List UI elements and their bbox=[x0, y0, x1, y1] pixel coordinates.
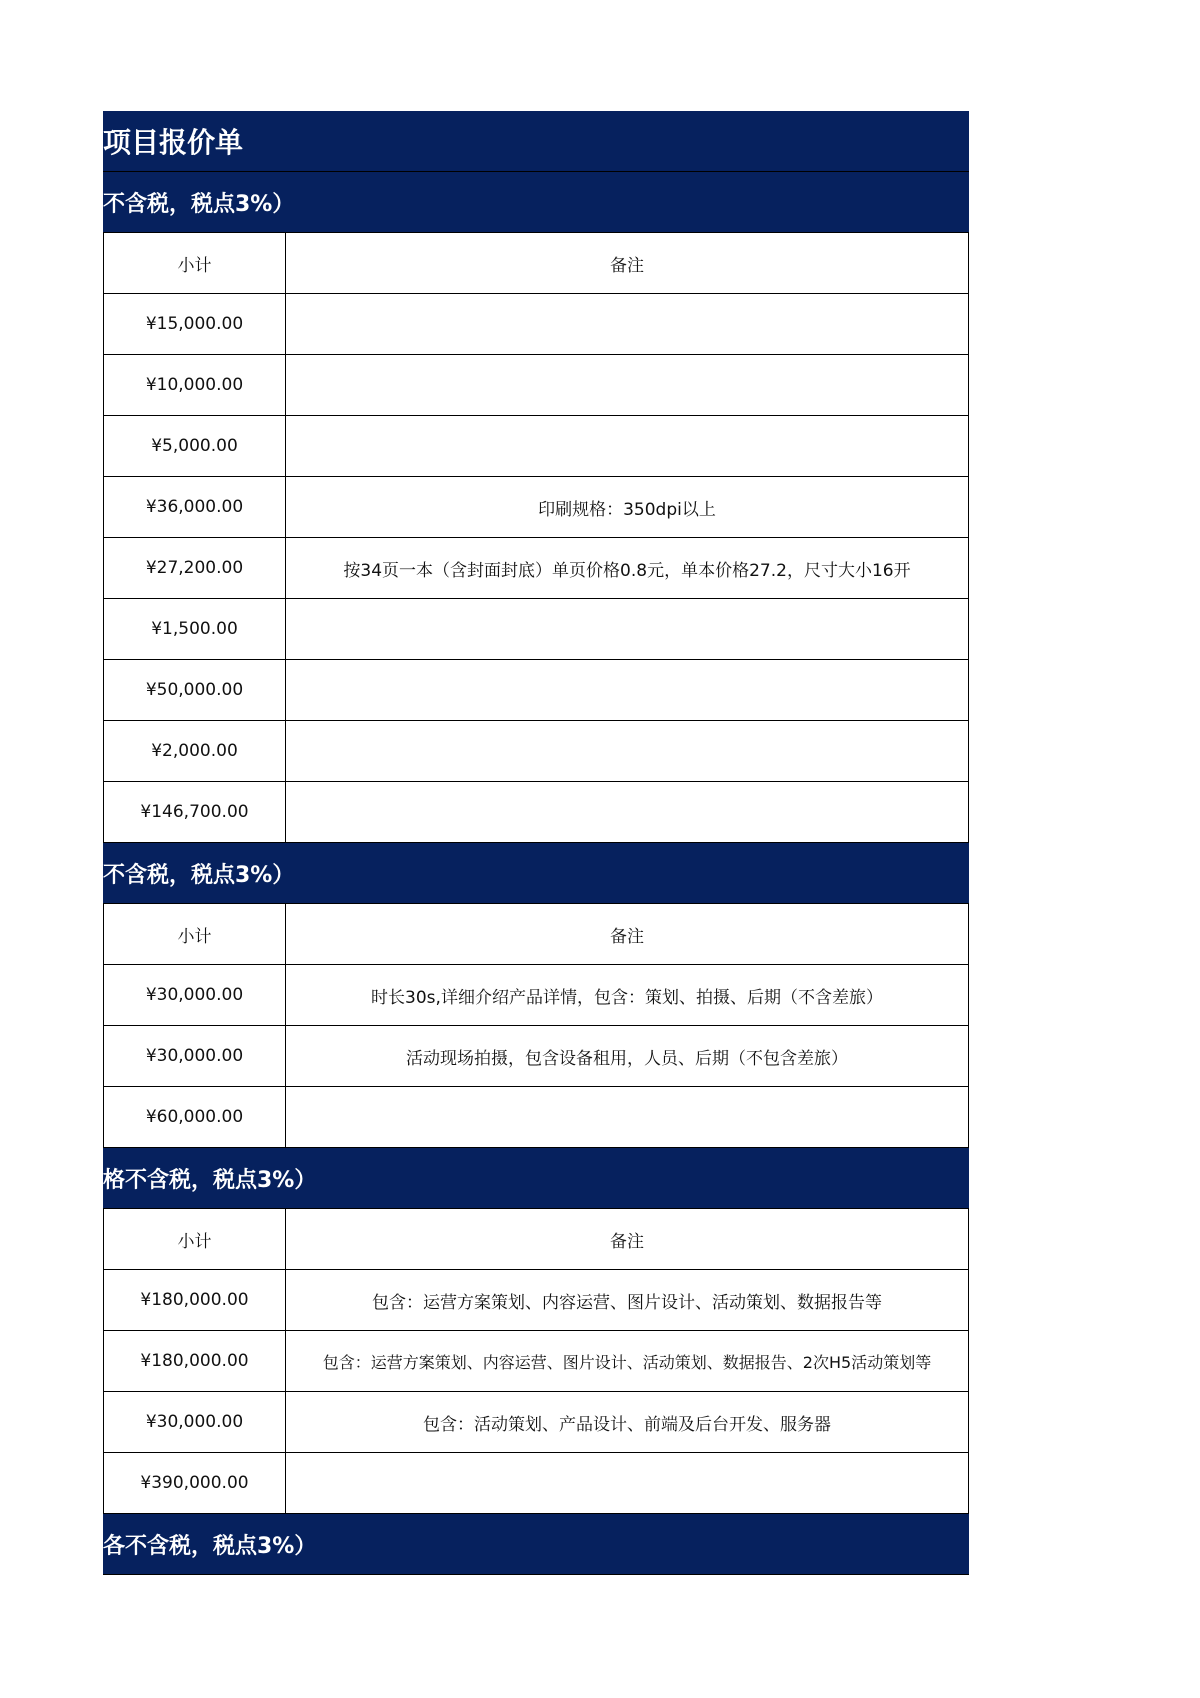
table-header-row bbox=[103, 904, 969, 965]
subtotal-cell: ¥180,000.00 bbox=[104, 1331, 286, 1391]
note-header: 备注 bbox=[610, 1231, 644, 1252]
note-cell bbox=[286, 294, 968, 354]
note-cell: 印刷规格：350dpi以上 bbox=[538, 499, 716, 520]
subtotal-cell: ¥146,700.00 bbox=[104, 782, 286, 842]
table-row bbox=[103, 294, 969, 355]
note-cell bbox=[286, 1453, 968, 1513]
table-row-total bbox=[103, 1453, 969, 1514]
table-header-row bbox=[103, 233, 969, 294]
table-row bbox=[103, 1392, 969, 1453]
table-row bbox=[103, 660, 969, 721]
table-row bbox=[103, 721, 969, 782]
subtotal-header: 小计 bbox=[104, 233, 286, 293]
table-row bbox=[103, 477, 969, 538]
table-row bbox=[103, 416, 969, 477]
section-heading: 不含税，税点3%） bbox=[103, 172, 969, 233]
table-row bbox=[103, 355, 969, 416]
note-cell bbox=[286, 1087, 968, 1147]
subtotal-cell: ¥5,000.00 bbox=[104, 416, 286, 476]
note-cell bbox=[286, 660, 968, 720]
note-header: 备注 bbox=[610, 926, 644, 947]
quote-sheet bbox=[103, 111, 969, 1575]
table-row bbox=[103, 1331, 969, 1392]
subtotal-cell: ¥30,000.00 bbox=[104, 1026, 286, 1086]
note-header: 备注 bbox=[610, 255, 644, 276]
note-cell: 包含：运营方案策划、内容运营、图片设计、活动策划、数据报告等 bbox=[372, 1292, 882, 1313]
note-cell bbox=[286, 721, 968, 781]
subtotal-cell: ¥50,000.00 bbox=[104, 660, 286, 720]
note-cell: 包含：活动策划、产品设计、前端及后台开发、服务器 bbox=[423, 1414, 831, 1435]
subtotal-cell: ¥180,000.00 bbox=[104, 1270, 286, 1330]
note-cell: 包含：运营方案策划、内容运营、图片设计、活动策划、数据报告、2次H5活动策划等 bbox=[322, 1352, 932, 1372]
subtotal-cell: ¥10,000.00 bbox=[104, 355, 286, 415]
table-row bbox=[103, 599, 969, 660]
note-cell bbox=[286, 599, 968, 659]
section-heading: 各不含税，税点3%） bbox=[103, 1514, 969, 1575]
table-row bbox=[103, 965, 969, 1026]
subtotal-cell: ¥1,500.00 bbox=[104, 599, 286, 659]
subtotal-cell: ¥36,000.00 bbox=[104, 477, 286, 537]
subtotal-cell: ¥27,200.00 bbox=[104, 538, 286, 598]
section-heading: 格不含税，税点3%） bbox=[103, 1148, 969, 1209]
table-header-row bbox=[103, 1209, 969, 1270]
table-row-total bbox=[103, 1087, 969, 1148]
subtotal-cell: ¥2,000.00 bbox=[104, 721, 286, 781]
subtotal-header: 小计 bbox=[104, 904, 286, 964]
subtotal-cell: ¥390,000.00 bbox=[104, 1453, 286, 1513]
table-row-total bbox=[103, 782, 969, 843]
note-cell: 活动现场拍摄，包含设备租用，人员、后期（不包含差旅） bbox=[406, 1048, 848, 1069]
note-cell: 按34页一本（含封面封底）单页价格0.8元，单本价格27.2，尺寸大小16开 bbox=[343, 560, 911, 581]
section-heading: 不含税，税点3%） bbox=[103, 843, 969, 904]
note-cell bbox=[286, 355, 968, 415]
note-cell bbox=[286, 416, 968, 476]
subtotal-header: 小计 bbox=[104, 1209, 286, 1269]
subtotal-cell: ¥30,000.00 bbox=[104, 965, 286, 1025]
subtotal-cell: ¥30,000.00 bbox=[104, 1392, 286, 1452]
note-cell bbox=[286, 782, 968, 842]
table-row bbox=[103, 1270, 969, 1331]
table-row bbox=[103, 1026, 969, 1087]
subtotal-cell: ¥15,000.00 bbox=[104, 294, 286, 354]
subtotal-cell: ¥60,000.00 bbox=[104, 1087, 286, 1147]
table-row bbox=[103, 538, 969, 599]
note-cell: 时长30s,详细介绍产品详情，包含：策划、拍摄、后期（不含差旅） bbox=[371, 987, 883, 1008]
sheet-title: 项目报价单 bbox=[103, 111, 969, 172]
